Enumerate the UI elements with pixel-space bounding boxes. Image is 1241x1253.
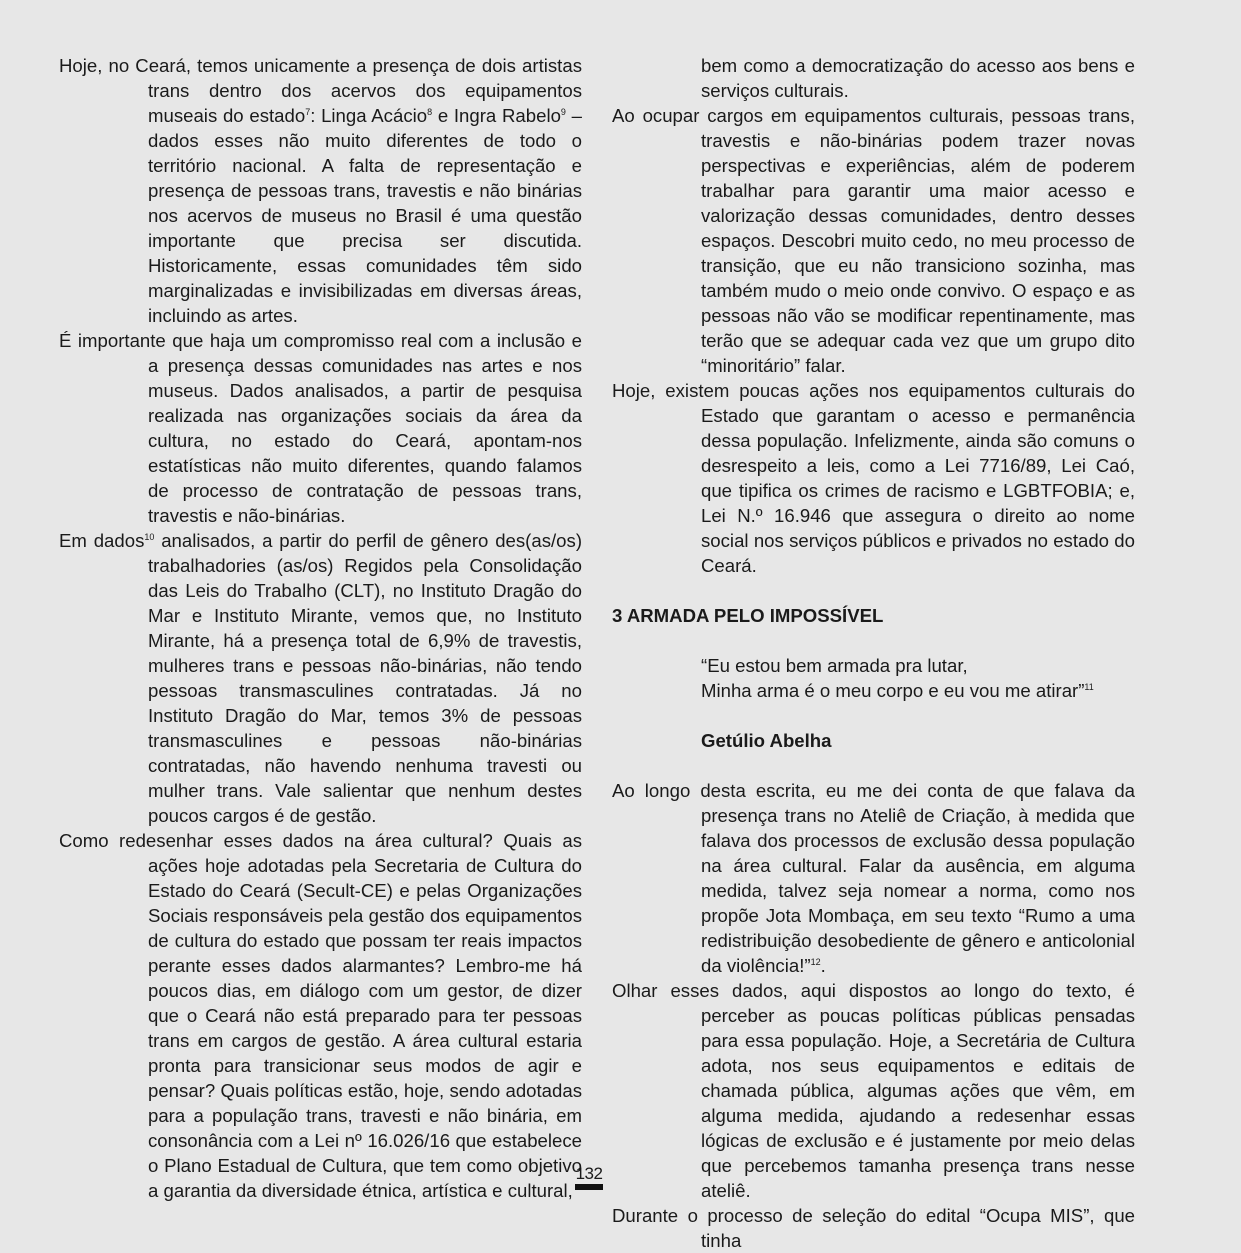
epigraph-text: Minha arma é o meu corpo e eu vou me atirar” <box>701 680 1085 701</box>
paragraph-text: : Linga Acácio <box>310 105 428 126</box>
paragraph-text: É importante que haja um compromisso real com a inclusão e a presença dessas comunidades nas artes e nos museus. Dados analisados, a partir de pesquisa realizada nas organizações sociais da área da cultura, no estado do Ceará, apontam-nos estatísticas não muito diferentes, quando falamos de processo de contratação de pessoas trans, travestis e não-binárias. <box>59 330 582 526</box>
paragraph <box>59 328 582 528</box>
footnote-marker[interactable]: 7 <box>305 107 311 117</box>
paragraph-text: Ao longo desta escrita, eu me dei conta de que falava da presença trans no Ateliê de Criação, à medida que falava dos processos de exclusão dessa população na área cultural. Falar da ausência, em alguma medida, talvez seja nomear a norma, como nos propõe Jota Mombaça, em seu texto “Rumo a uma redistribuição desobediente de gênero e anticolonial da violência!” <box>612 780 1135 976</box>
paragraph-text: Como redesenhar esses dados na área cultural? Quais as ações hoje adotadas pela Secretaria de Cultura do Estado do Ceará (Secult-CE) e pelas Organizações Sociais responsáveis pela gestão dos equipamentos de cultura do estado que possam ter reais impactos perante esses dados alarmantes? Lembro-me há poucos dias, em diálogo com um gestor, de dizer que o Ceará não está preparado para ter pessoas trans em cargos de gestão. A área cultural estaria pronta para transicionar seus modos de agir e pensar? Quais políticas estão, hoje, sendo adotadas para a população trans, travesti e não binária, em consonância com a Lei nº 16.026/16 que estabelece o Plano Estadual de Cultura, que tem como objetivo a garantia da diversidade étnica, artística e cultural, <box>59 830 582 1201</box>
footnote-marker[interactable]: 11 <box>1084 682 1094 692</box>
epigraph-line <box>701 678 1135 703</box>
paragraph-text: Hoje, no Ceará, temos unicamente a presença de dois artistas trans dentro dos acervos dos equipamentos museais do estado <box>59 55 582 126</box>
left-column <box>59 53 582 1203</box>
epigraph-author: Getúlio Abelha <box>701 730 832 751</box>
paragraph <box>59 53 582 328</box>
paragraph-text: Em dados <box>59 530 145 551</box>
footnote-marker[interactable]: 9 <box>560 107 566 117</box>
epigraph <box>612 653 1135 703</box>
footnote-marker[interactable]: 10 <box>144 532 155 542</box>
paragraph-text: Hoje, existem poucas ações nos equipamentos culturais do Estado que garantam o acesso e permanência dessa população. Infelizmente, ainda são comuns o desrespeito a leis, como a Lei 7716/89, Lei Caó, que tipifica os crimes de racismo e LGBTFOBIA; e, Lei N.º 16.946 que assegura o direito ao nome social nos serviços públicos e privados no estado do Ceará. <box>612 380 1135 576</box>
paragraph <box>612 778 1135 978</box>
footnote-marker[interactable]: 8 <box>427 107 433 117</box>
paragraph-continuation: bem como a democratização do acesso aos bens e serviços culturais. <box>701 55 1135 101</box>
paragraph-text: . <box>820 955 826 976</box>
paragraph <box>612 103 1135 378</box>
section-heading: 3 ARMADA PELO IMPOSSÍVEL <box>612 605 884 626</box>
paragraph-text: analisados, a partir do perfil de gênero des(as/os) trabalhadories (as/os) Regidos pela Consolidação das Leis do Trabalho (CLT), no Instituto Dragão do Mar e Instituto Mirante, vemos que, no Instituto Mirante, há a presença total de 6,9% de travestis, mulheres trans e pessoas não-binárias, não tendo pessoas transmasculines contratadas. Já no Instituto Dragão do Mar, temos 3% de pessoas transmasculines e pessoas não-binárias contratadas, não havendo nenhuma travesti ou mulher trans. Vale salientar que nenhum destes poucos cargos é de gestão. <box>148 530 583 826</box>
page-number: 132 <box>575 1164 603 1190</box>
paragraph <box>59 528 582 828</box>
right-column <box>612 53 1135 1253</box>
epigraph-line: “Eu estou bem armada pra lutar, <box>701 655 968 676</box>
paragraph <box>612 378 1135 578</box>
paragraph-text: Ao ocupar cargos em equipamentos culturais, pessoas trans, travestis e não-binárias podem trazer novas perspectivas e experiências, além de poderem trabalhar para garantir uma maior acesso e valorização dessas comunidades, dentro desses espaços. Descobri muito cedo, no meu processo de transição, que eu não transiciono sozinha, mas também mudo o meio onde convivo. O espaço e as pessoas não vão se modificar repentinamente, mas terão que se adequar cada vez que um grupo dito “minoritário” falar. <box>612 105 1135 376</box>
footnote-marker[interactable]: 12 <box>810 957 821 967</box>
paragraph-text: Durante o processo de seleção do edital “Ocupa MIS”, que tinha <box>612 1205 1135 1251</box>
paragraph <box>612 1203 1135 1253</box>
paragraph-text: e Ingra Rabelo <box>432 105 561 126</box>
paragraph <box>59 828 582 1203</box>
paragraph-text: – dados esses não muito diferentes de todo o território nacional. A falta de representação e presença de pessoas trans, travestis e não binárias nos acervos de museus no Brasil é uma questão importante que precisa ser discutida. Historicamente, essas comunidades têm sido marginalizadas e invisibilizadas em diversas áreas, incluindo as artes. <box>148 105 582 326</box>
paragraph-text: Olhar esses dados, aqui dispostos ao longo do texto, é perceber as poucas políticas públicas pensadas para essa população. Hoje, a Secretária de Cultura adota, nos seus equipamentos e editais de chamada pública, algumas ações que vêm, em alguma medida, ajudando a redesenhar essas lógicas de exclusão e é justamente por meio delas que percebemos tamanha presença trans nesse ateliê. <box>612 980 1135 1201</box>
paragraph <box>612 978 1135 1203</box>
